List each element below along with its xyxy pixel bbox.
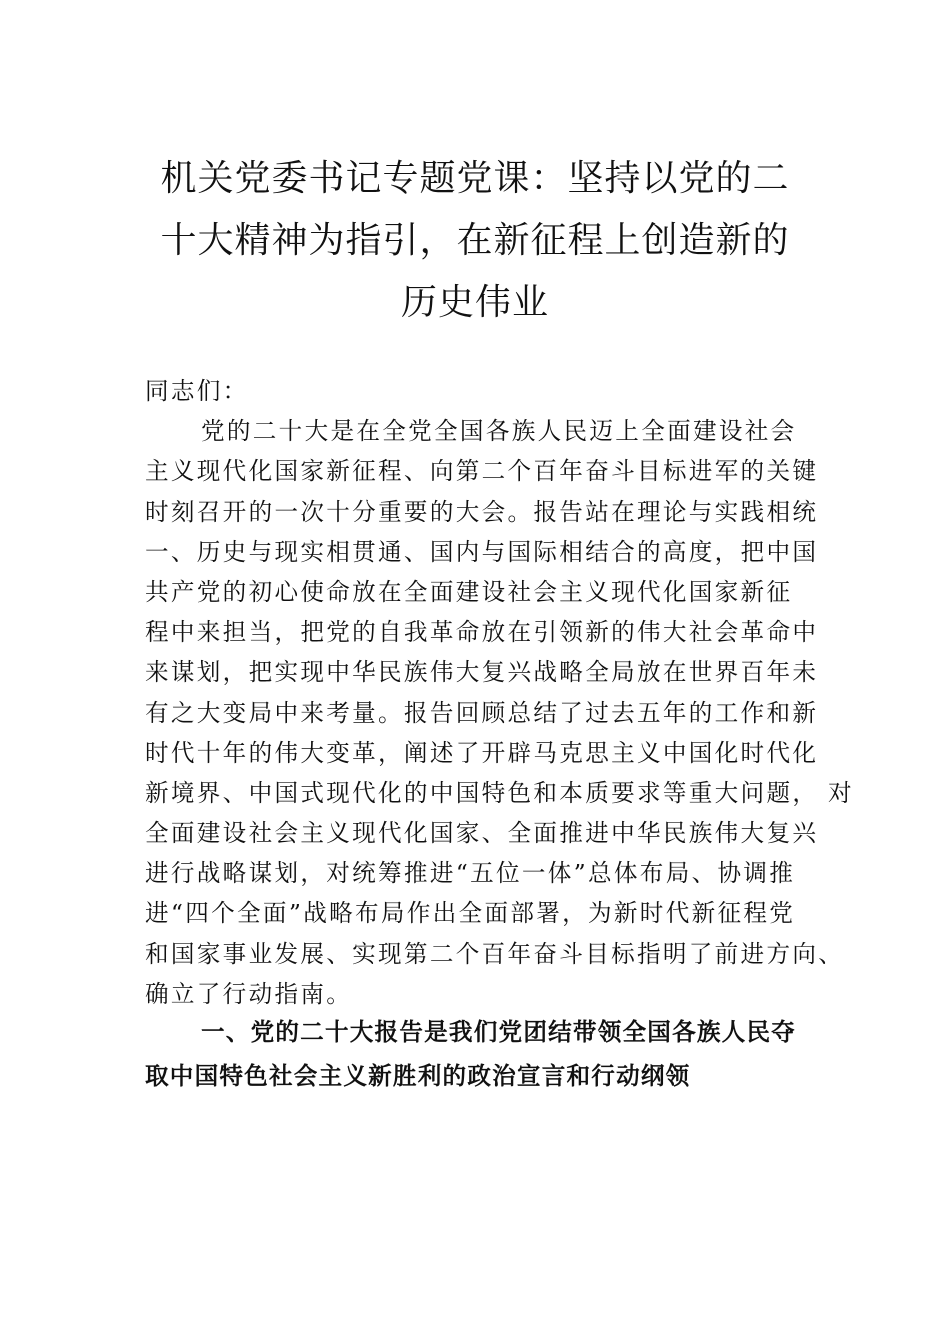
title-line-1: 机关党委书记专题党课：坚持以党的二: [160, 158, 790, 199]
paragraph-line: 时刻召开的一次十分重要的大会。报告站在理论与实践相统: [145, 497, 819, 526]
paragraph-line: 和国家事业发展、实现第二个百年奋斗目标指明了前进方向、: [145, 939, 845, 968]
paragraph-line: 共产党的初心使命放在全面建设社会主义现代化国家新征: [145, 577, 793, 606]
paragraph-line: 时代十年的伟大变革，阐述了开辟马克思主义中国化时代化: [145, 738, 819, 767]
paragraph-line: 确立了行动指南。: [145, 979, 353, 1008]
title-line-3: 历史伟业: [400, 282, 549, 323]
paragraph-line: 新境界、中国式现代化的中国特色和本质要求等重大问题， 对: [145, 778, 854, 807]
paragraph-line: 一、历史与现实相贯通、国内与国际相结合的高度，把中国: [145, 537, 819, 566]
paragraph-line: 程中来担当，把党的自我革命放在引领新的伟大社会革命中: [145, 618, 819, 647]
paragraph-line: 进行战略谋划，对统筹推进“五位一体”总体布局、协调推: [145, 859, 796, 888]
paragraph-line: 来谋划，把实现中华民族伟大复兴战略全局放在世界百年未: [145, 658, 819, 687]
section-heading: [145, 1010, 817, 1098]
section-heading-line-2: 取中国特色社会主义新胜利的政治宣言和行动纲领: [145, 1062, 691, 1090]
title-line-2: 十大精神为指引，在新征程上创造新的: [160, 220, 790, 261]
paragraph-line: 全面建设社会主义现代化国家、全面推进中华民族伟大复兴: [145, 819, 819, 848]
paragraph-line: 党的二十大是在全党全国各族人民迈上全面建设社会: [201, 417, 797, 446]
paragraph-line: 有之大变局中来考量。报告回顾总结了过去五年的工作和新: [145, 698, 819, 727]
paragraph-line: 主义现代化国家新征程、向第二个百年奋斗目标进军的关键: [145, 457, 819, 486]
salutation: 同志们：: [145, 377, 249, 405]
section-heading-line-1: 一、党的二十大报告是我们党团结带领全国各族人民夺: [201, 1018, 797, 1046]
paragraph-line: 进“四个全面”战略布局作出全面部署，为新时代新征程党: [145, 899, 796, 928]
document-title: [140, 148, 810, 334]
body-text: [145, 371, 854, 1014]
